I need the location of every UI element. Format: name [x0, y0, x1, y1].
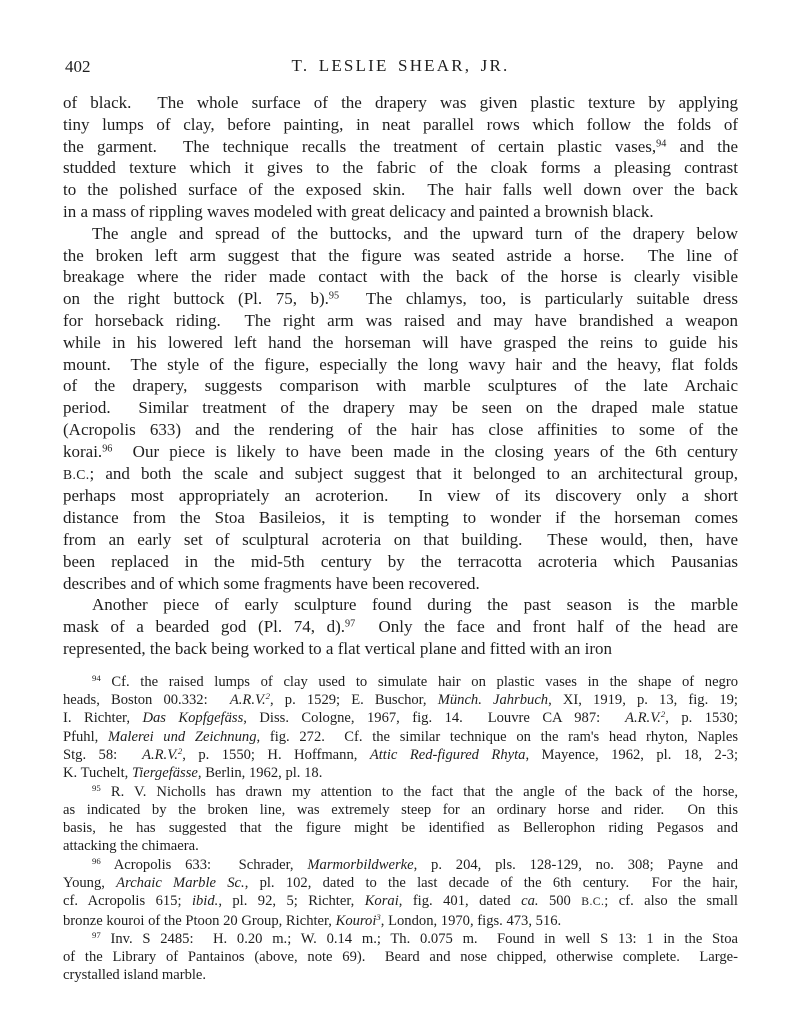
text-line — [63, 136, 738, 158]
text-run: Young, — [63, 874, 117, 891]
footnote-ref: 2 — [177, 746, 183, 757]
text-run: 500 — [538, 893, 582, 910]
text-run: Another piece of early sculpture found during the past season is the marble — [92, 595, 738, 615]
page-header — [63, 56, 738, 78]
text-run: attacking the chimaera. — [63, 838, 199, 855]
text-run: in a mass of rippling waves modeled with great delicacy and painted a brownish black. — [63, 201, 654, 221]
text-run: for horseback riding. The right arm was raised and may have brandished a weapon — [63, 310, 738, 330]
text-line — [63, 266, 738, 288]
text-line — [63, 419, 738, 441]
text-run: , p. 1530; — [665, 710, 739, 727]
text-run: studded texture which it gives to the fabric of the cloak forms a pleasing contrast — [63, 158, 738, 178]
text-run: Malerei und Zeichnung — [107, 728, 257, 745]
text-run: and the — [666, 136, 738, 156]
footnote-ref: 97 — [345, 618, 356, 630]
text-run: ; cf. also the small — [604, 893, 738, 910]
text-line — [63, 912, 738, 930]
footnote-ref: 94 — [92, 672, 101, 683]
text-run: , Diss. Cologne, 1967, fig. 14. Louvre CA 987: — [243, 710, 626, 727]
footnote — [63, 856, 738, 930]
text-line — [63, 573, 738, 595]
text-line — [63, 691, 738, 709]
text-run: to the polished surface of the exposed skin. The hair falls well down over the back — [63, 180, 738, 200]
text-run: from an early set of sculptural acroteria on that building. These would, then, have — [63, 529, 738, 549]
running-head-author: T. LESLIE SHEAR, JR. — [291, 56, 510, 75]
text-run: of black. The whole surface of the drapery was given plastic texture by applying — [63, 93, 738, 112]
text-run: on the right buttock (Pl. 75, b). — [63, 289, 329, 309]
text-run: Marmorbildwerke — [307, 856, 414, 873]
text-run: Kouroi — [335, 912, 377, 929]
text-run: of the drapery, suggests comparison with marble sculptures of the late Archaic — [63, 376, 738, 396]
text-line — [63, 709, 738, 727]
text-run: , p. 204, pls. 128-129, no. 308; Payne and — [413, 856, 738, 873]
text-line — [63, 764, 738, 782]
text-run: Our piece is likely to have been made in the closing years of the 6th century — [112, 441, 738, 461]
text-run: cf. Acropolis 615; — [63, 893, 192, 910]
text-run: K. Tuchelt, — [63, 765, 132, 782]
text-run: B.C. — [581, 895, 605, 909]
text-line — [63, 783, 738, 801]
text-run: korai. — [63, 441, 103, 461]
text-run: , Berlin, 1962, pl. 18. — [197, 765, 323, 782]
footnote-ref: 3 — [376, 911, 381, 922]
text-line — [63, 529, 738, 551]
text-run: the broken left arm suggest that the figure was seated astride a horse. The line of — [63, 245, 738, 265]
footnote-ref: 94 — [656, 137, 667, 149]
text-line — [63, 930, 738, 948]
text-run: , fig. 401, dated — [398, 893, 522, 910]
text-column — [63, 0, 738, 985]
footnote-ref: 2 — [265, 691, 271, 702]
footnote-ref: 95 — [92, 782, 101, 793]
text-run: , p. 1550; H. Hoffmann, — [182, 746, 370, 763]
text-line — [63, 507, 738, 529]
text-run: breakage where the rider made contact with the back of the horse is clearly visible — [63, 267, 738, 287]
text-run: been replaced in the mid-5th century by the terracotta acroteria which Pausanias — [63, 551, 738, 571]
footnote — [63, 930, 738, 985]
text-line — [63, 551, 738, 573]
text-line — [63, 179, 738, 201]
text-line — [63, 746, 738, 764]
text-run: as indicated by the broken line, was extremely steep for an ordinary horse and rider. On this — [63, 801, 738, 818]
text-line — [63, 673, 738, 691]
text-run: Korai — [364, 893, 399, 910]
text-run: period. Similar treatment of the drapery may be seen on the draped male statue — [63, 398, 738, 418]
text-line — [63, 856, 738, 874]
text-run: the garment. The technique recalls the treatment of certain plastic vases, — [63, 136, 657, 156]
text-run: , Mayence, 1962, pl. 18, 2-3; — [525, 746, 739, 763]
text-run: mask of a bearded god (Pl. 74, d). — [63, 617, 346, 637]
text-line — [63, 892, 738, 911]
text-run: A.R.V. — [229, 692, 266, 709]
footnote-ref: 96 — [102, 443, 113, 455]
text-run: (Acropolis 633) and the rendering of the hair has close affinities to some of the — [63, 419, 738, 439]
text-run: B.C. — [63, 466, 90, 482]
footnote-ref: 96 — [92, 855, 101, 866]
text-run: , pl. 102, dated to the last decade of the 6th century. For the hair, — [244, 874, 738, 891]
text-run: mount. The style of the figure, especially the long wavy hair and the heavy, flat folds — [63, 354, 738, 374]
text-run: Only the face and front half of the head are — [355, 617, 739, 637]
text-line — [63, 463, 738, 486]
text-run: Das Kopfgefäss — [142, 710, 244, 727]
text-line — [63, 594, 738, 616]
footnote-ref: 2 — [660, 709, 666, 720]
text-line — [63, 837, 738, 855]
text-line — [63, 310, 738, 332]
text-run: I. Richter, — [63, 710, 143, 727]
text-run: Cf. the raised lumps of clay used to simulate hair on plastic vases in the shape of negro — [100, 673, 738, 690]
text-run: Acropolis 633: Schrader, — [100, 856, 308, 873]
text-run: The angle and spread of the buttocks, and the upward turn of the drapery below — [92, 223, 738, 243]
text-run: A.R.V. — [142, 746, 178, 763]
text-line — [63, 966, 738, 984]
footnote-ref: 97 — [92, 930, 101, 941]
text-line — [63, 819, 738, 837]
text-line — [63, 354, 738, 376]
text-run: , fig. 272. Cf. the similar technique on the ram's head rhyton, Naples — [256, 728, 739, 745]
text-run: represented, the back being worked to a flat vertical plane and fitted with an iron — [63, 638, 612, 658]
text-line — [63, 638, 738, 660]
text-line — [63, 485, 738, 507]
text-run: , p. 1529; E. Buschor, — [270, 692, 438, 709]
text-run: distance from the Stoa Basileios, it is tempting to wonder if the horseman comes — [63, 508, 738, 528]
text-line — [63, 441, 738, 463]
text-run: Münch. Jahrbuch — [437, 692, 549, 709]
text-line — [63, 92, 738, 114]
text-run: A.R.V. — [625, 710, 661, 727]
text-run: Stg. 58: — [63, 746, 143, 763]
text-run: perhaps most appropriately an acroterion. In view of its discovery only a short — [63, 486, 738, 506]
text-line — [63, 375, 738, 397]
text-run: basis, he has suggested that the figure might be identified as Bellerophon riding Pegasos and — [63, 820, 738, 837]
text-line — [63, 874, 738, 892]
text-line — [63, 801, 738, 819]
text-run: tiny lumps of clay, before painting, in neat parallel rows which follow the folds of — [63, 114, 738, 134]
text-line — [63, 157, 738, 179]
text-run: , XI, 1919, p. 13, fig. 19; — [548, 692, 738, 709]
text-run: , London, 1970, figs. 473, 516. — [380, 912, 562, 929]
text-run: The chlamys, too, is particularly suitable dress — [339, 289, 738, 309]
text-line — [63, 288, 738, 310]
text-run: Tiergefässe — [131, 765, 198, 782]
text-run: Inv. S 2485: H. 0.20 m.; W. 0.14 m.; Th. 0.075 m. Found in well S 13: 1 in the Stoa — [100, 930, 738, 947]
text-line — [63, 223, 738, 245]
text-line — [63, 397, 738, 419]
text-run: crystalled island marble. — [63, 967, 207, 984]
body-paragraph — [63, 223, 738, 595]
text-run: R. V. Nicholls has drawn my attention to the fact that the angle of the back of the horse, — [100, 783, 738, 800]
text-line — [63, 332, 738, 354]
text-line — [63, 114, 738, 136]
body-text — [63, 92, 738, 660]
text-run: Pfuhl, — [63, 728, 108, 745]
text-run: of the Library of Pantainos (above, note 69). Beard and nose chipped, otherwise complete. Large- — [63, 949, 738, 966]
text-line — [63, 201, 738, 223]
page-number: 402 — [65, 57, 91, 76]
text-run: ; and both the scale and subject suggest that it belonged to an architectural group, — [89, 463, 738, 483]
text-run: ca. — [521, 893, 539, 910]
body-paragraph — [63, 92, 738, 223]
text-run: , pl. 92, 5; Richter, — [218, 893, 365, 910]
text-line — [63, 616, 738, 638]
body-paragraph — [63, 594, 738, 659]
text-run: while in his lowered left hand the horseman will have grasped the reins to guide his — [63, 332, 738, 352]
text-line — [63, 728, 738, 746]
footnote — [63, 783, 738, 856]
text-run: describes and of which some fragments have been recovered. — [63, 573, 480, 593]
text-line — [63, 948, 738, 966]
text-run: Archaic Marble Sc. — [116, 874, 245, 891]
text-run: bronze kouroi of the Ptoon 20 Group, Richter, — [63, 912, 336, 929]
footnotes — [63, 673, 738, 985]
text-run: Attic Red-figured Rhyta — [369, 746, 526, 763]
text-line — [63, 245, 738, 267]
footnote — [63, 673, 738, 783]
text-run: ibid. — [191, 893, 219, 910]
footnote-ref: 95 — [328, 290, 340, 302]
text-run: heads, Boston 00.332: — [63, 692, 230, 709]
